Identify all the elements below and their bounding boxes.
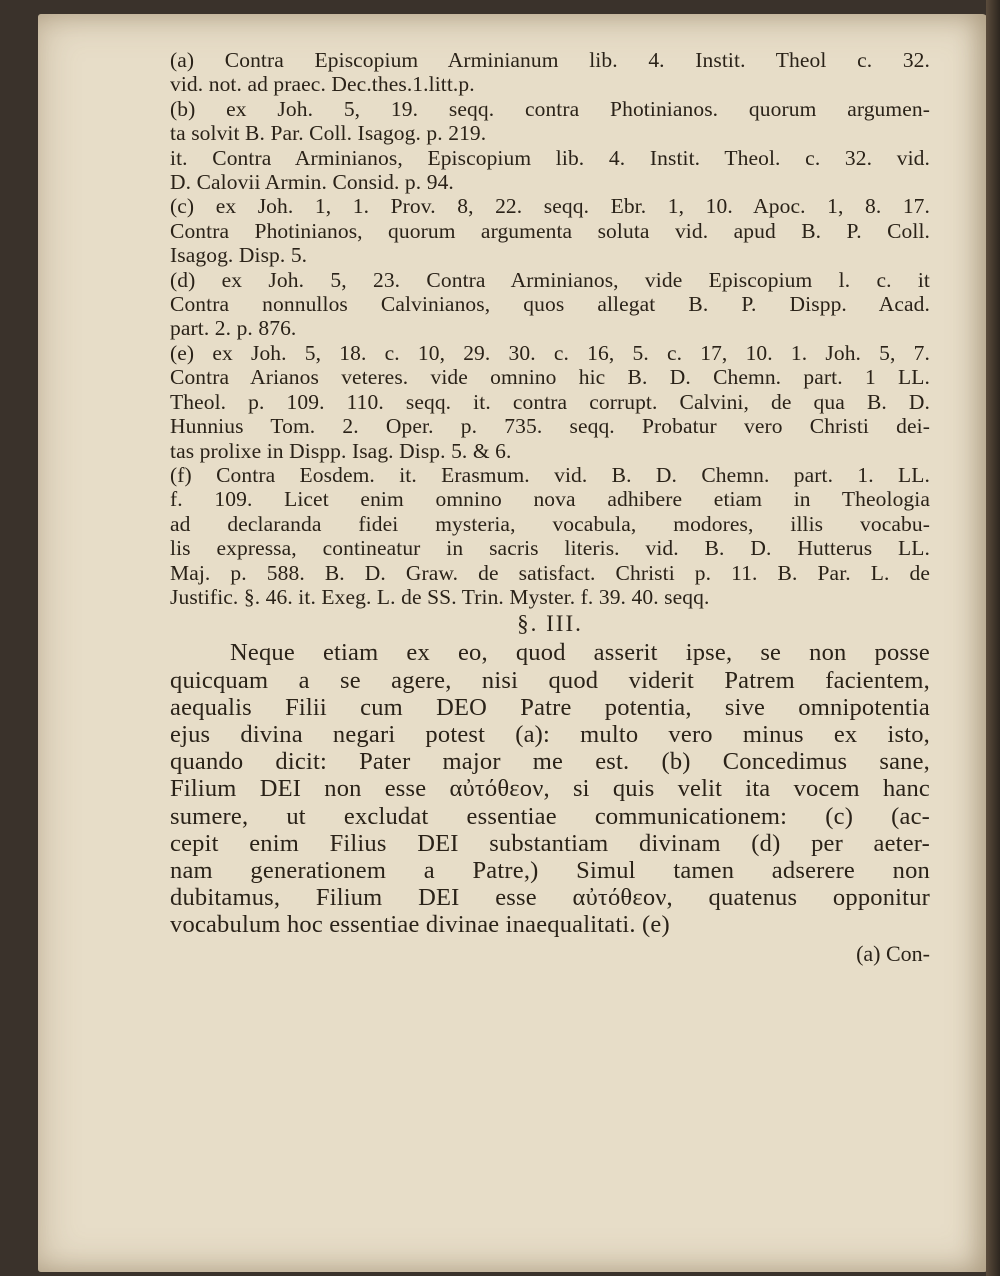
body-line: aequalis Filii cum DEO Patre potentia, sive omnipotentia xyxy=(170,693,930,721)
body-line: nam generationem a Patre,) Simul tamen adserere non xyxy=(170,856,930,884)
footnote-line: f. 109. Licet enim omnino nova adhibere etiam in Theologia xyxy=(170,487,930,512)
footnote-line: (c) ex Joh. 1, 1. Prov. 8, 22. seqq. Ebr. 1, 10. Apoc. 1, 8. 17. xyxy=(170,194,930,219)
body-line: ejus divina negari potest (a): multo vero minus ex isto, xyxy=(170,720,930,748)
body-line: quicquam a se agere, nisi quod viderit Patrem facientem, xyxy=(170,666,930,694)
body-line: vocabulum hoc essentiae divinae inaequalitati. (e) xyxy=(170,911,670,939)
footnote-line: (a) Contra Episcopium Arminianum lib. 4. Instit. Theol c. 32. xyxy=(170,48,930,72)
footnote-line: Contra Photinianos, quorum argumenta soluta vid. apud B. P. Coll. xyxy=(170,218,930,243)
page-binding-edge xyxy=(986,0,1000,1276)
footnote-line: (e) ex Joh. 5, 18. c. 10, 29. 30. c. 16, 5. c. 17, 10. 1. Joh. 5, 7. xyxy=(170,340,930,365)
footnote-line: Contra nonnullos Calvinianos, quos allegat B. P. Dispp. Acad. xyxy=(170,292,930,317)
body-line: quando dicit: Pater major me est. (b) Concedimus sane, xyxy=(170,748,930,776)
body-line: dubitamus, Filium DEI esse αὐτόθεον, quatenus opponitur xyxy=(170,884,930,912)
body-line: sumere, ut excludat essentiae communicationem: (c) (ac- xyxy=(170,802,930,830)
footnote-line: ad declaranda fidei mysteria, vocabula, modores, illis vocabu- xyxy=(170,511,930,536)
footnote-line: part. 2. p. 876. xyxy=(170,316,297,341)
footnote-line: (d) ex Joh. 5, 23. Contra Arminianos, vide Episcopium l. c. it xyxy=(170,267,930,292)
footnote-line: (f) Contra Eosdem. it. Erasmum. vid. B. D. Chemn. part. 1. LL. xyxy=(170,462,930,487)
body-paragraph xyxy=(170,639,930,938)
body-line: Filium DEI non esse αὐτόθεον, si quis velit ita vocem hanc xyxy=(170,775,930,803)
footnote-line: vid. not. ad praec. Dec.thes.1.litt.p. xyxy=(170,72,475,97)
footnote-line: D. Calovii Armin. Consid. p. 94. xyxy=(170,170,454,195)
page-text-block xyxy=(170,48,930,969)
body-line: cepit enim Filius DEI substantiam divinam (d) per aeter- xyxy=(170,829,930,857)
footnote-line: (b) ex Joh. 5, 19. seqq. contra Photinianos. quorum argumen- xyxy=(170,96,930,121)
footnote-line: Hunnius Tom. 2. Oper. p. 735. seqq. Probatur vero Christi dei- xyxy=(170,414,930,439)
footnote-line: Justific. §. 46. it. Exeg. L. de SS. Trin. Myster. f. 39. 40. seqq. xyxy=(170,584,710,609)
footnote-line: Isagog. Disp. 5. xyxy=(170,243,308,268)
footnote-line: ta solvit B. Par. Coll. Isagog. p. 219. xyxy=(170,121,487,146)
footnotes xyxy=(170,48,930,609)
footnote-line: lis expressa, contineatur in sacris literis. vid. B. D. Hutterus LL. xyxy=(170,536,930,561)
footnote-line: Maj. p. 588. B. D. Graw. de satisfact. Christi p. 11. B. Par. L. de xyxy=(170,560,930,585)
footnote-line: Theol. p. 109. 110. seqq. it. contra corrupt. Calvini, de qua B. D. xyxy=(170,389,930,414)
body-line: Neque etiam ex eo, quod asserit ipse, se non posse xyxy=(230,639,930,667)
footnote-line: it. Contra Arminianos, Episcopium lib. 4. Instit. Theol. c. 32. vid. xyxy=(170,145,930,170)
catchword: (a) Con- xyxy=(856,940,930,966)
footnote-line: tas prolixe in Dispp. Isag. Disp. 5. & 6. xyxy=(170,438,512,463)
section-heading: §. III. xyxy=(517,611,583,637)
footnote-line: Contra Arianos veteres. vide omnino hic B. D. Chemn. part. 1 LL. xyxy=(170,365,930,390)
